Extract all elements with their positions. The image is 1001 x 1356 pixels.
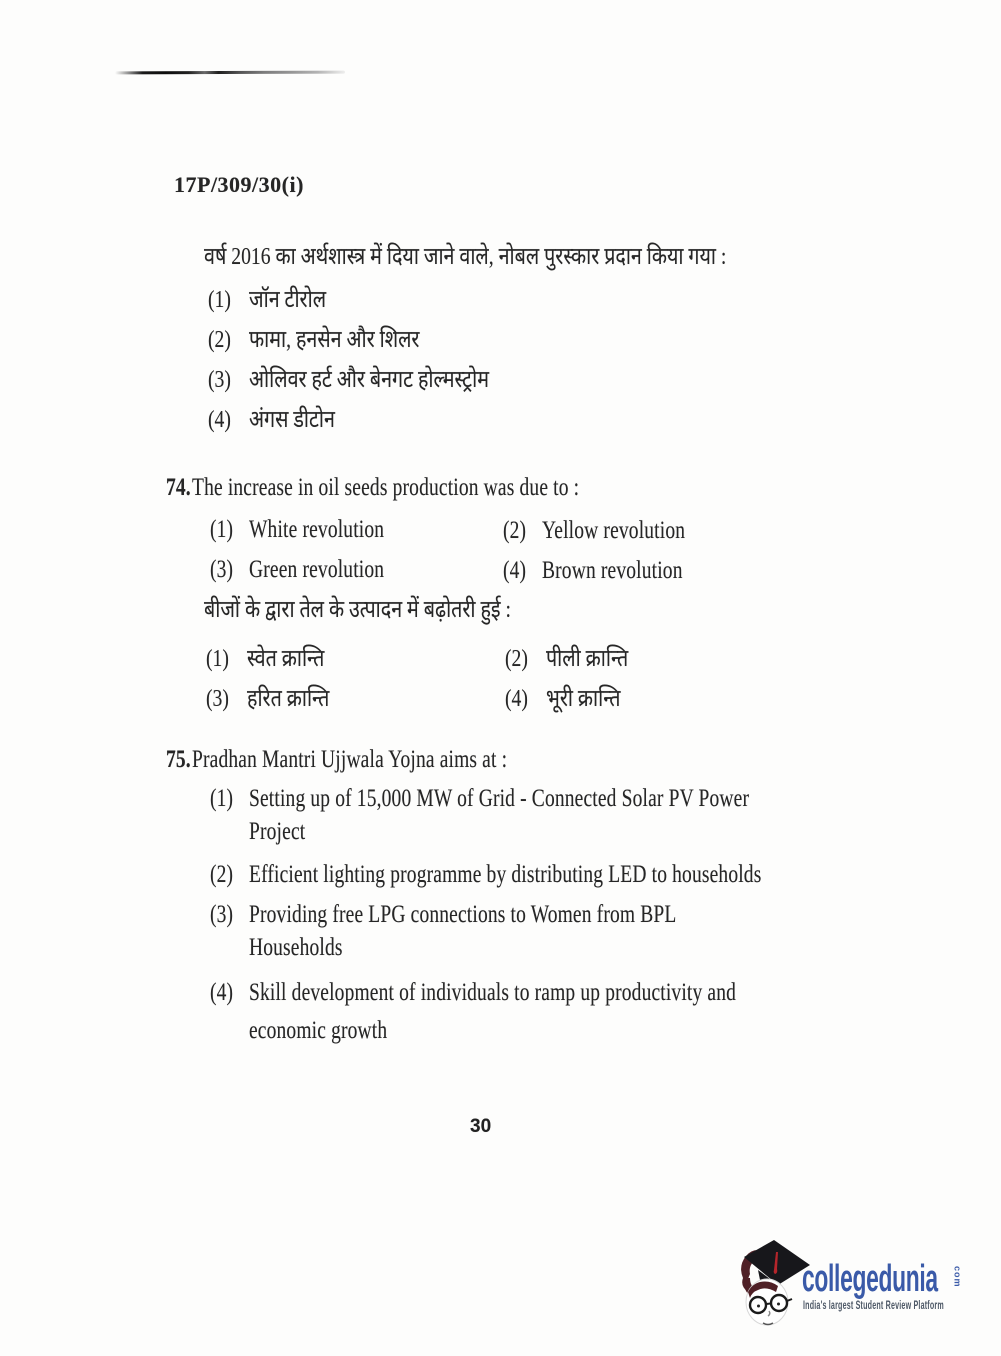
option-text: Green revolution [249, 556, 385, 583]
option-label: (1) [208, 287, 231, 313]
q75-option-1-line1 [210, 785, 901, 814]
q74-option-4-hi [505, 686, 646, 714]
option-label: (3) [210, 901, 234, 928]
option-text: जॉन टीरोल [249, 287, 327, 313]
q74-option-1-en [210, 516, 433, 545]
option-text: हरित क्रान्ति [247, 686, 330, 712]
option-text: Efficient lighting programme by distributing LED to households [249, 861, 762, 888]
q73-option-3 [208, 367, 551, 395]
option-text: पीली क्रान्ति [546, 646, 629, 672]
option-label: (2) [208, 327, 231, 353]
option-label: (4) [503, 557, 527, 584]
option-label: (1) [210, 516, 234, 543]
scan-artifact-line [115, 71, 345, 75]
collegedunia-mascot-icon [736, 1240, 810, 1334]
q74-number: 74. [166, 474, 191, 501]
option-text: स्वेत क्रान्ति [247, 646, 325, 672]
q73-option-1 [208, 287, 352, 315]
option-text: Setting up of 15,000 MW of Grid - Connected Solar PV Power [249, 785, 750, 812]
question-74-stem-english: The increase in oil seeds production was due to : [192, 474, 580, 501]
collegedunia-com-suffix: com [952, 1266, 963, 1288]
option-text: Skill development of individuals to ramp up productivity and [249, 979, 737, 1006]
q75-number: 75. [166, 746, 191, 773]
question-74-stem-hindi: बीजों के द्वारा तेल के उत्पादन में बढ़ोतरी हुई : [204, 597, 511, 623]
q74-option-3-hi [206, 686, 356, 714]
q75-option-3-line1 [210, 901, 808, 930]
page-number: 30 [470, 1116, 492, 1137]
option-text: फामा, हनसेन और शिलर [249, 327, 420, 353]
option-label: (3) [208, 367, 231, 393]
option-label: (2) [210, 861, 234, 888]
question-73-stem-hindi: वर्ष 2016 का अर्थशास्त्र में दिया जाने वाले, नोबल पुरस्कार प्रदान किया गया : [204, 244, 727, 270]
option-label: (3) [206, 686, 229, 712]
option-label: (4) [210, 979, 234, 1006]
option-text: अंगस डीटोन [249, 407, 335, 433]
option-label: (1) [210, 785, 234, 812]
option-text: भूरी क्रान्ति [546, 686, 621, 712]
paper-code-text: 17P/309/30(i) [174, 172, 304, 197]
q75-option-4-line2: economic growth [249, 1017, 388, 1044]
paper-code [174, 172, 304, 197]
option-label: (2) [505, 646, 528, 672]
q74-option-4-en [503, 557, 733, 586]
option-label: (2) [503, 517, 527, 544]
option-text: Providing free LPG connections to Women from BPL [249, 901, 677, 928]
q73-option-2 [208, 327, 466, 355]
option-label: (4) [505, 686, 528, 712]
option-text: White revolution [249, 516, 385, 543]
option-label: (4) [208, 407, 231, 433]
option-text: Brown revolution [542, 557, 683, 584]
collegedunia-wordmark: collegedunia [802, 1258, 938, 1300]
q75-option-2 [210, 861, 917, 890]
q75-option-4-line1 [210, 979, 884, 1008]
option-label: (3) [210, 556, 234, 583]
option-text: Yellow revolution [542, 517, 686, 544]
option-label: (1) [206, 646, 229, 672]
q75-option-1-line2: Project [249, 818, 306, 845]
option-text: ओलिवर हर्ट और बेनगट होल्मस्ट्रोम [249, 367, 489, 393]
q74-option-1-hi [206, 646, 350, 674]
q74-option-2-en [503, 517, 737, 546]
q73-option-4 [208, 407, 363, 435]
collegedunia-tagline: India's largest Student Review Platform [803, 1300, 944, 1312]
q75-option-3-line2: Households [249, 934, 343, 961]
question-75-stem-english: Pradhan Mantri Ujjwala Yojna aims at : [192, 746, 508, 773]
q74-option-2-hi [505, 646, 655, 674]
q74-option-3-en [210, 556, 433, 585]
